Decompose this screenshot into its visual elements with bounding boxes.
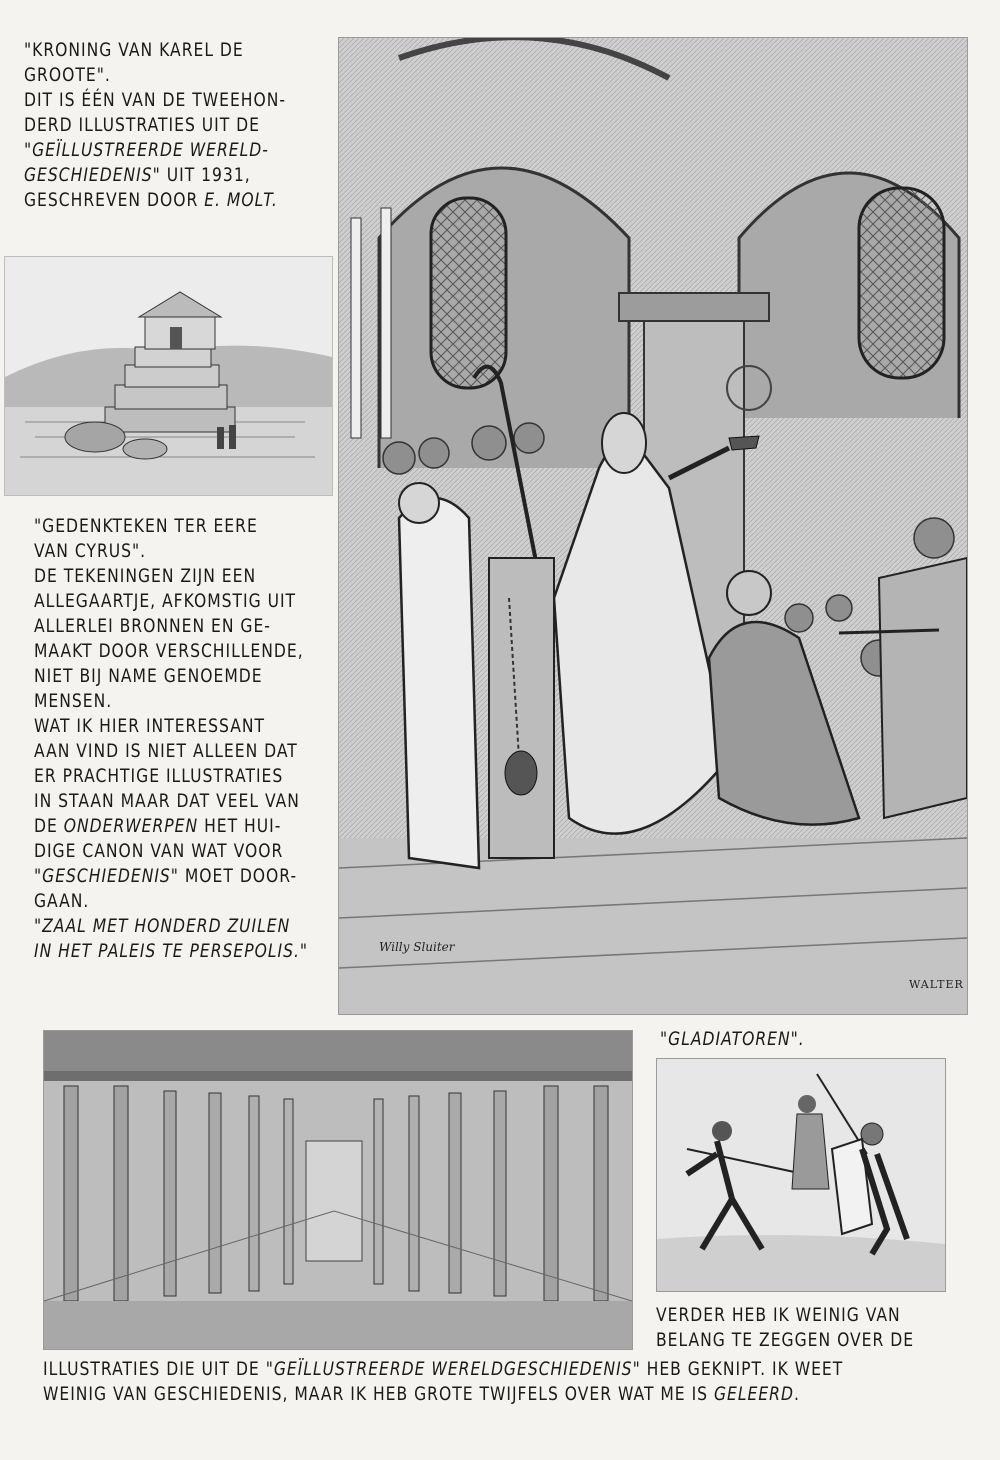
artist-signature: Willy Sluiter	[379, 940, 455, 954]
caption-line: "GEDENKTEKEN TER EERE	[34, 515, 258, 537]
caption-line: WAT IK HIER INTERESSANT	[34, 715, 265, 737]
caption-line	[34, 814, 308, 839]
caption-text: DE	[34, 815, 64, 837]
caption-line: DIT IS ÉÉN VAN DE TWEEHON-	[24, 89, 286, 111]
caption-line: "KRONING VAN KAREL DE	[24, 39, 244, 61]
caption-line: ALLEGAARTJE, AFKOMSTIG UIT	[34, 590, 297, 612]
caption-text: "	[34, 865, 43, 887]
cyrus-monument-illustration	[4, 256, 333, 496]
caption-text: .	[793, 1383, 800, 1405]
cyrus-engraving	[5, 257, 332, 495]
caption-line: ER PRACHTIGE ILLUSTRATIES	[34, 765, 284, 787]
caption-line: DERD ILLUSTRATIES UIT DE	[24, 114, 260, 136]
caption-line: IN HET PALEIS TE PERSEPOLIS."	[34, 940, 309, 962]
caption-line: NIET BIJ NAME GENOEMDE	[34, 665, 263, 687]
caption-line: MENSEN.	[34, 690, 113, 712]
caption-text: " MOET DOOR-	[170, 865, 298, 887]
caption-italic: GESCHIEDENIS	[24, 164, 153, 186]
caption-line: ALLERLEI BRONNEN EN GE-	[34, 615, 271, 637]
caption-coronation	[24, 38, 286, 213]
caption-line: MAAKT DOOR VERSCHILLENDE,	[34, 640, 304, 662]
caption-text: HET HUI-	[198, 815, 282, 837]
caption-line	[34, 864, 308, 889]
caption-line: DIGE CANON VAN WAT VOOR	[34, 840, 284, 862]
caption-line: VAN CYRUS".	[34, 540, 147, 562]
caption-italic: GEÏLLUSTREERDE WERELDGESCHIEDENIS	[273, 1358, 633, 1380]
caption-line: BELANG TE ZEGGEN OVER DE	[656, 1329, 915, 1351]
caption-closing	[43, 1357, 843, 1407]
caption-line: "GEÏLLUSTREERDE WERELD-	[24, 139, 269, 161]
coronation-engraving	[339, 38, 967, 1014]
caption-text: " UIT 1931,	[152, 164, 251, 186]
caption-line: GROOTE".	[24, 64, 111, 86]
caption-italic: GELEERD	[713, 1383, 794, 1405]
caption-text: " HEB GEKNIPT. IK WEET	[632, 1358, 844, 1380]
engraver-signature: WALTER	[909, 978, 964, 991]
caption-text: GESCHREVEN DOOR	[24, 189, 205, 211]
coronation-illustration	[338, 37, 968, 1015]
caption-closing-right	[656, 1303, 914, 1353]
caption-line	[43, 1357, 843, 1382]
caption-italic: GESCHIEDENIS	[42, 865, 171, 887]
caption-line	[24, 163, 286, 188]
caption-text: ILLUSTRATIES DIE UIT DE "	[43, 1358, 274, 1380]
caption-line	[43, 1382, 843, 1407]
persepolis-engraving	[44, 1031, 632, 1349]
caption-line: IN STAAN MAAR DAT VEEL VAN	[34, 790, 300, 812]
caption-cyrus	[34, 514, 308, 964]
caption-line: AAN VIND IS NIET ALLEEN DAT	[34, 740, 298, 762]
persepolis-hall-illustration	[43, 1030, 633, 1350]
caption-line: VERDER HEB IK WEINIG VAN	[656, 1304, 901, 1326]
caption-text: WEINIG VAN GESCHIEDENIS, MAAR IK HEB GROTE TWIJFELS OVER WAT ME IS	[43, 1383, 714, 1405]
gladiators-engraving	[657, 1059, 945, 1291]
caption-gladiators	[660, 1027, 805, 1052]
caption-italic: E. MOLT.	[204, 189, 278, 211]
caption-line: "GLADIATOREN".	[660, 1028, 805, 1050]
gladiators-illustration	[656, 1058, 946, 1292]
caption-line	[24, 188, 286, 213]
caption-italic: ONDERWERPEN	[63, 815, 199, 837]
caption-line: "ZAAL MET HONDERD ZUILEN	[34, 915, 291, 937]
caption-line: DE TEKENINGEN ZIJN EEN	[34, 565, 257, 587]
caption-line: GAAN.	[34, 890, 90, 912]
